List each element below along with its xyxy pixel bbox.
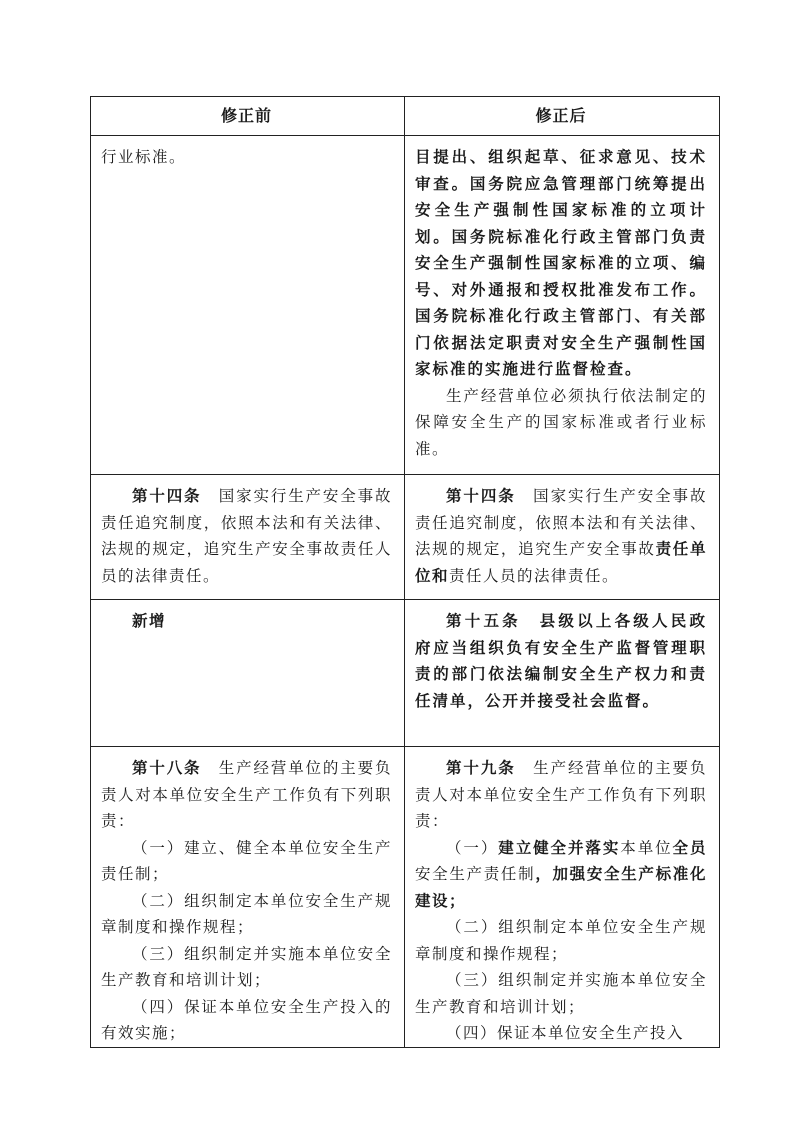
list-item: （三）组织制定并实施本单位安全生产教育和培训计划； (415, 971, 707, 1016)
cell-after (405, 475, 720, 600)
cell-before (91, 475, 405, 600)
table-header-row (91, 97, 720, 136)
item-text: 安全生产责任制 (415, 865, 536, 883)
cell-after (405, 747, 720, 1048)
table-row (91, 600, 720, 747)
list-item (415, 835, 707, 915)
list-item: （三）组织制定并实施本单位安全生产教育和培训计划； (101, 944, 392, 989)
after-intro (415, 755, 707, 835)
cell-before (91, 600, 405, 747)
before-text: 行业标准。 (101, 148, 187, 166)
before-intro (101, 755, 392, 835)
added-text: 建立健全并落实 (498, 838, 621, 857)
cell-before (91, 136, 405, 475)
table-row (91, 747, 720, 1048)
cell-after (405, 136, 720, 475)
table-row (91, 136, 720, 475)
after-paragraph: 生产经营单位必须执行依法制定的保障安全生产的国家标准或者行业标准。 (415, 386, 707, 458)
article-number: 第十四条 (132, 487, 202, 505)
item-number: （一） (446, 838, 499, 857)
before-paragraph (101, 483, 392, 589)
added-text: 全员 (672, 838, 707, 857)
article-number: 第十八条 (132, 759, 202, 777)
cell-after (405, 600, 720, 747)
article-number: 第十九条 (446, 759, 516, 777)
list-item: （二）组织制定本单位安全生产规章制度和操作规程； (101, 891, 392, 936)
article-text: 生产经营单位的主要负责人对本单位安全生产工作负有下列职责： (415, 759, 707, 830)
added-text: 责任单位和 (415, 540, 707, 585)
article-text: 国家实行生产安全事故责任追究制度，依照本法和有关法律、法规的规定，追究生产安全事故责任人员的法律责任。 (101, 487, 392, 585)
list-item: （四）保证本单位安全生产投入 (446, 1024, 685, 1042)
list-item: （四）保证本单位安全生产投入的有效实施； (101, 997, 392, 1042)
article-text-end: 责任人员的法律责任。 (449, 566, 620, 585)
header-before: 修正前 (91, 97, 405, 136)
after-bold-text: 目提出、组织起草、征求意见、技术审查。国务院应急管理部门统筹提出安全生产强制性国家标准的立项计划。国务院标准化行政主管部门负责安全生产强制性国家标准的立项、编号、对外通报和授权批准发布工作。国务院标准化行政主管部门、有关部门依据法定职责对安全生产强制性国家标准的实施进行监督检查。 (415, 148, 707, 378)
list-item: （二）组织制定本单位安全生产规章制度和操作规程； (415, 918, 707, 963)
cell-before (91, 747, 405, 1048)
list-item: （一）建立、健全本单位安全生产责任制； (101, 838, 392, 883)
table-row (91, 475, 720, 600)
after-paragraph (415, 608, 707, 714)
comparison-table (90, 96, 720, 1048)
article-text: 国家实行生产安全事故责任追究制度，依照本法和有关法律、法规的规定，追究生产安全事故 (415, 487, 707, 558)
new-marker: 新增 (132, 612, 167, 630)
article-number: 第十四条 (446, 487, 516, 505)
item-text: 本单位 (620, 838, 673, 857)
article-text: 生产经营单位的主要负责人对本单位安全生产工作负有下列职责： (101, 759, 392, 830)
header-after: 修正后 (405, 97, 720, 136)
article-text: 县级以上各级人民政府应当组织负有安全生产监督管理职责的部门依法编制安全生产权力和责任清单，公开并接受社会监督。 (415, 612, 707, 710)
article-number: 第十五条 (446, 612, 521, 630)
after-paragraph (415, 483, 707, 589)
added-text: ，加强安全生产标准化建设； (415, 865, 707, 910)
